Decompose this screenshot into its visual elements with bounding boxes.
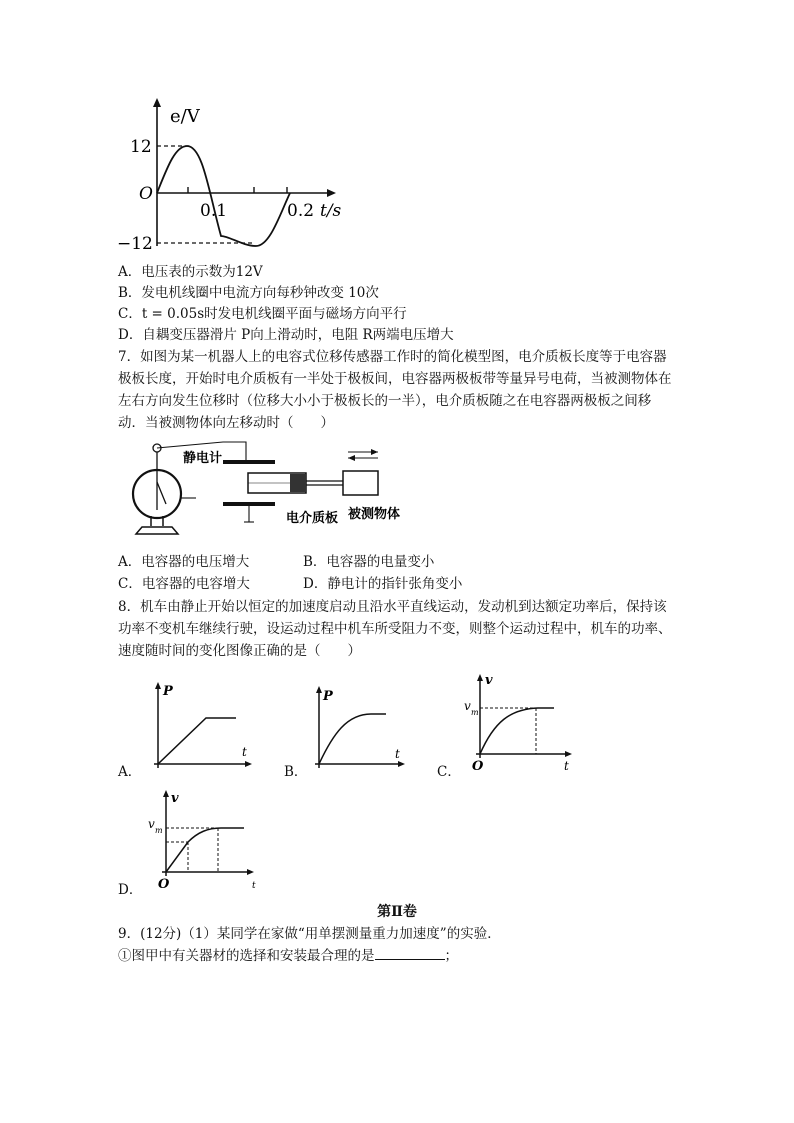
- q7-option-a: A．电容器的电压增大: [118, 554, 250, 570]
- graph-c-vm-label: v: [464, 699, 471, 713]
- capacitor-sensor-diagram: [128, 438, 428, 548]
- q6-option-b: B．发电机线圈中电流方向每秒钟改变 10次: [118, 285, 379, 301]
- graph-d-vm-label: v: [148, 817, 155, 831]
- x-tick-0.2-label: 0.2: [287, 201, 315, 221]
- graph-a-t-label: t: [242, 745, 247, 759]
- y-axis-label: e/V: [170, 106, 200, 127]
- electrometer-label: 静电计: [183, 451, 223, 466]
- sine-curve: [157, 146, 290, 246]
- q6-option-a: A．电压表的示数为12V: [118, 264, 263, 280]
- q7-option-c: C．电容器的电容增大: [118, 576, 250, 592]
- origin-label: O: [139, 184, 153, 204]
- x-tick-0.1-label: 0.1: [200, 201, 228, 221]
- q8-label-b: B．: [284, 764, 308, 780]
- emf-time-graph: [117, 96, 360, 256]
- graph-d: [146, 788, 266, 890]
- object-label: 被测物体: [348, 507, 401, 522]
- graph-b-t-label: t: [395, 747, 400, 761]
- graph-c-v-label: v: [485, 673, 493, 688]
- q8-label-d: D．: [118, 882, 143, 898]
- q6-option-d: D．自耦变压器滑片 P向上滑动时，电阻 R两端电压增大: [118, 327, 454, 343]
- q7-stem: 7．如图为某一机器人上的电容式位移传感器工作时的简化模型图，电介质板长度等于电容器极板长度，开始时电介质板有一半处于极板间，电容器两极板带等量异号电荷，当被测物体在左右方向发生位移时（位移大小小于极板长的一半），电介质板随之在电容器两极板之间移动．当被测物体向左移动时（ ）: [118, 349, 672, 431]
- graph-a-p-label: P: [163, 684, 173, 699]
- q9-stem: 9．(12分)（1）某同学在家做“用单摆测量重力加速度”的实验．: [118, 926, 501, 942]
- graph-c-t-label: t: [564, 759, 569, 773]
- graph-d-v-label: v: [171, 791, 179, 806]
- y-max-label: 12: [130, 137, 152, 157]
- q7-option-d: D．静电计的指针张角变小: [303, 576, 463, 592]
- graph-d-t-label: t: [252, 881, 256, 891]
- graph-c: [458, 672, 583, 776]
- graph-c-origin-label: O: [472, 759, 484, 774]
- graph-c-vm-sub: m: [471, 708, 479, 717]
- q8-stem: 8．机车由静止开始以恒定的加速度启动且沿水平直线运动，发动机到达额定功率后，保持该功率不变机车继续行驶，设运动过程中机车所受阻力不变，则整个运动过程中，机车的功率、速度随时间的变化图像正确的是（ ）: [118, 599, 672, 659]
- q9-sub1-suffix: ；: [444, 948, 458, 964]
- q8-label-c: C．: [437, 764, 461, 780]
- graph-d-origin-label: O: [158, 877, 170, 892]
- graph-a: [148, 680, 258, 770]
- dielectric-label: 电介质板: [286, 511, 339, 526]
- section-title: 第Ⅱ卷: [377, 904, 417, 920]
- graph-d-vm-sub: m: [155, 826, 163, 835]
- q9-sub1-text: ①图甲中有关器材的选择和安装最合理的是: [118, 948, 375, 964]
- q7-option-b: B．电容器的电量变小: [303, 554, 435, 570]
- graph-b-p-label: P: [323, 689, 333, 704]
- q9-sub1: [118, 945, 458, 966]
- x-axis-label: t/s: [320, 201, 342, 221]
- y-min-label: −12: [117, 234, 153, 254]
- q6-option-c: C．t = 0.05s时发电机线圈平面与磁场方向平行: [118, 306, 407, 322]
- q8-label-a: A．: [118, 764, 142, 780]
- answer-blank[interactable]: [375, 945, 445, 960]
- graph-b: [311, 684, 411, 770]
